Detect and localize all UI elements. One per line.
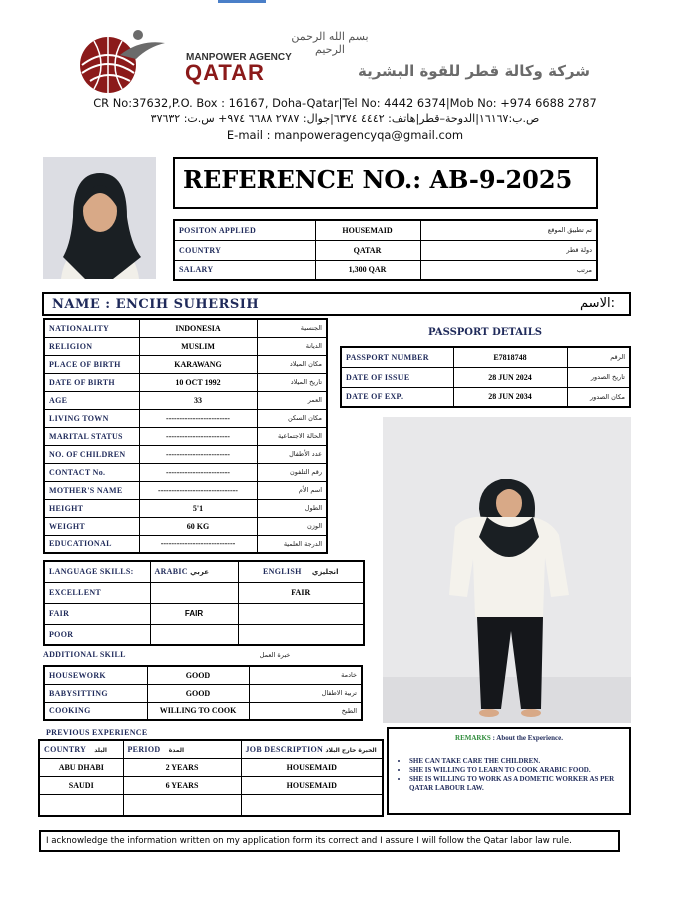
experience-job [241,794,383,816]
remarks-heading [389,734,629,742]
table-row [44,499,327,517]
agency-logo [70,25,180,95]
agency-name-arabic: شركة وكالة قطر للقوة البشرية [358,62,590,80]
table-row [39,740,383,758]
skill-label-ar: الطبخ [249,702,362,720]
personal-field-label-ar: الجنسية [257,319,327,337]
personal-details-table [43,318,328,554]
personal-field-value: 33 [139,391,257,409]
col-country-ar: البلد [94,746,107,754]
personal-field-label-ar: مكان الميلاد [257,355,327,373]
personal-field-label-ar: عدد الأطفال [257,445,327,463]
country-value: QATAR [315,240,420,260]
candidate-photo-full [383,417,631,723]
table-row [44,445,327,463]
table-row [44,481,327,499]
table-row [341,347,630,367]
table-row [39,794,383,816]
passport-table [340,346,631,408]
experience-period [123,794,241,816]
globe-logo-icon [70,25,180,95]
personal-field-label: WEIGHT [44,517,139,535]
personal-field-label: CONTACT No. [44,463,139,481]
language-arabic-value [150,624,238,645]
personal-field-label: HEIGHT [44,499,139,517]
skill-label-ar: خادمة [249,666,362,684]
contact-arabic: ص.ب:١٦١٦٧|الدوحة–قطر|هاتف: ٤٤٤٢ ٦٣٧٤|جوال: ٢٧٨٧ ٦٦٨٨ ٩٧٤+ س.ت: ٣٧٦٣٢ [150,112,540,125]
table-row [44,561,364,582]
personal-field-label-ar: اسم الأم [257,481,327,499]
language-level-label: FAIR [44,603,150,624]
passport-field-value: E7818748 [453,347,567,367]
personal-field-label: PLACE OF BIRTH [44,355,139,373]
experience-job: HOUSEMAID [241,758,383,776]
remarks-subtitle: : About the Experience. [492,734,563,742]
passport-title: PASSPORT DETAILS [428,327,542,338]
acknowledgement-box [39,830,620,852]
personal-field-value: ------------------------ [139,445,257,463]
personal-field-label: DATE OF BIRTH [44,373,139,391]
table-row [44,582,364,603]
name-bar [42,292,631,316]
remark-item: • SHE CAN TAKE CARE THE CHILDREN. [409,757,625,766]
col-job [241,740,383,758]
salary-value: 1,300 QAR [315,260,420,280]
col-job-ar: الخبرة خارج البلاد [325,746,377,754]
table-row [44,684,362,702]
contact-email: E-mail : manpoweragencyqa@gmail.com [226,128,464,142]
passport-field-label-ar: تاريخ الصدور [567,367,630,387]
personal-field-label-ar: مكان السكن [257,409,327,427]
table-row [44,337,327,355]
personal-field-label-ar: رقم التلفون [257,463,327,481]
passport-field-label: PASSPORT NUMBER [341,347,453,367]
skill-value: GOOD [147,684,249,702]
top-accent-bar [218,0,266,3]
table-row [44,666,362,684]
language-english-value [238,624,364,645]
skill-value: GOOD [147,666,249,684]
woman-full-body-icon [383,417,631,723]
salary-label-ar: مرتب [420,260,597,280]
additional-skill-title-ar: خبرة العمل [259,651,291,659]
experience-period: 6 YEARS [123,776,241,794]
remarks-list [409,757,625,793]
personal-field-value: 60 KG [139,517,257,535]
personal-field-value: ------------------------ [139,463,257,481]
woman-portrait-icon [43,157,156,279]
skill-value: WILLING TO COOK [147,702,249,720]
table-row [174,240,597,260]
passport-field-label: DATE OF EXP. [341,387,453,407]
personal-field-value: ------------------------ [139,427,257,445]
table-row [44,319,327,337]
passport-field-value: 28 JUN 2024 [453,367,567,387]
personal-field-value: KARAWANG [139,355,257,373]
acknowledgement-text: I acknowledge the information written on my application form its correct and I assure I will follow the Qatar labor law rule. [46,836,572,846]
table-row [174,260,597,280]
personal-field-label: EDUCATIONAL [44,535,139,553]
table-row [174,220,597,240]
col-period-label: PERIOD [127,744,161,754]
english-header-ar: انجليزي [311,568,339,577]
remark-item: • SHE IS WILLING TO LEARN TO COOK ARABIC FOOD. [409,766,625,775]
candidate-photo-small [43,157,156,279]
personal-field-label: AGE [44,391,139,409]
passport-field-value: 28 JUN 2034 [453,387,567,407]
english-header [238,561,364,582]
bismillah: بسم الله الرحمن الرحيم [291,30,369,56]
experience-table [38,739,384,817]
table-row [44,535,327,553]
skill-label-ar: تربية الاطفال [249,684,362,702]
country-label-ar: دولة قطر [420,240,597,260]
table-row [44,624,364,645]
position-value: HOUSEMAID [315,220,420,240]
arabic-header [150,561,238,582]
personal-field-value: 10 OCT 1992 [139,373,257,391]
additional-skill-title: ADDITIONAL SKILL [43,650,126,659]
passport-field-label-ar: الرقم [567,347,630,367]
table-row [44,391,327,409]
experience-country: ABU DHABI [39,758,123,776]
personal-field-label-ar: العمر [257,391,327,409]
agency-name-big: QATAR [185,60,265,85]
experience-country: SAUDI [39,776,123,794]
skill-label: BABYSITTING [44,684,147,702]
personal-field-label: MOTHER'S NAME [44,481,139,499]
col-country [39,740,123,758]
salary-label: SALARY [174,260,315,280]
personal-field-label: NATIONALITY [44,319,139,337]
table-row [39,776,383,794]
personal-field-label: MARITAL STATUS [44,427,139,445]
col-job-label: JOB DESCRIPTION [245,744,324,754]
arabic-header-label: ARABIC [154,567,188,577]
skill-label: COOKING [44,702,147,720]
passport-field-label: DATE OF ISSUE [341,367,453,387]
table-row [44,702,362,720]
personal-field-value: INDONESIA [139,319,257,337]
passport-field-label-ar: مكان الصدور [567,387,630,407]
language-arabic-value [150,582,238,603]
position-table [173,219,598,281]
table-row [44,463,327,481]
remark-item: • SHE IS WILLING TO WORK AS A DOMETIC WORKER AS PER QATAR LABOUR LAW. [409,775,625,793]
personal-field-label-ar: الدرجة العلمية [257,535,327,553]
agency-name-small: MANPOWER AGENCY [186,52,292,63]
table-row [44,427,327,445]
personal-field-value: 5'1 [139,499,257,517]
language-english-value: FAIR [238,582,364,603]
experience-country [39,794,123,816]
language-arabic-value: FAIR [150,603,238,624]
personal-field-value: MUSLIM [139,337,257,355]
arabic-header-ar: عربي [190,568,210,577]
table-row [341,367,630,387]
personal-field-label-ar: الوزن [257,517,327,535]
reference-box [173,157,598,209]
personal-field-label-ar: الديانة [257,337,327,355]
remarks-box [387,727,631,815]
personal-field-label: LIVING TOWN [44,409,139,427]
additional-skill-table [43,665,363,721]
skill-label: HOUSEWORK [44,666,147,684]
table-row [39,758,383,776]
language-english-value [238,603,364,624]
language-skills-title: LANGUAGE SKILLS: [44,561,150,582]
country-label: COUNTRY [174,240,315,260]
experience-job: HOUSEMAID [241,776,383,794]
personal-field-value: ------------------------------ [139,481,257,499]
personal-field-label-ar: الحالة الاجتماعية [257,427,327,445]
table-row [44,517,327,535]
personal-field-value: ------------------------ [139,409,257,427]
personal-field-label: NO. OF CHILDREN [44,445,139,463]
table-row [44,373,327,391]
language-level-label: POOR [44,624,150,645]
col-country-label: COUNTRY [44,744,86,754]
language-skills-table [43,560,365,646]
position-label: POSITON APPLIED [174,220,315,240]
remarks-title: REMARKS [455,734,491,742]
personal-field-label-ar: تاريخ الميلاد [257,373,327,391]
col-period [123,740,241,758]
candidate-name: NAME : ENCIH SUHERSIH [52,297,260,312]
experience-title: PREVIOUS EXPERIENCE [46,728,148,737]
personal-field-label-ar: الطول [257,499,327,517]
table-row [44,409,327,427]
table-row [341,387,630,407]
english-header-label: ENGLISH [263,567,302,577]
experience-period: 2 YEARS [123,758,241,776]
col-period-ar: المدة [168,746,185,754]
table-row [44,355,327,373]
table-row [44,603,364,624]
language-level-label: EXCELLENT [44,582,150,603]
personal-field-label: RELIGION [44,337,139,355]
contact-english: CR No:37632,P.O. Box : 16167, Doha-Qatar|Tel No: 4442 6374|Mob No: +974 6688 2787 [93,96,597,110]
personal-field-value: ---------------------------- [139,535,257,553]
reference-number: REFERENCE NO.: AB-9-2025 [183,165,573,194]
name-label-ar: الاسم: [580,296,615,311]
position-label-ar: تم تطبيق الموقع [420,220,597,240]
